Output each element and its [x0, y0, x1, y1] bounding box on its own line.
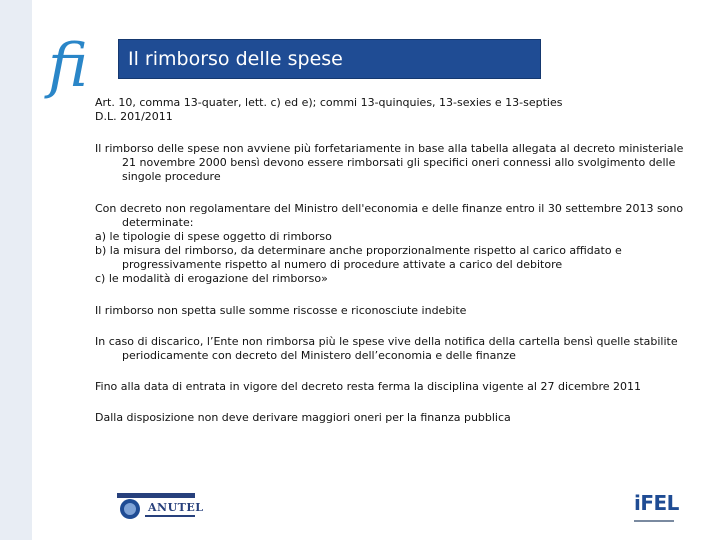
title-bar — [118, 39, 541, 79]
paragraph-no-charges: Dalla disposizione non deve derivare maggiori oneri per la finanza pubblica — [95, 411, 511, 424]
paragraph-reference-decree: D.L. 201/2011 — [95, 110, 173, 123]
paragraph-reimbursement-change: Il rimborso delle spese non avviene più forfetariamente in base alla tabella allegata al decreto ministeriale 21 novembre 2000 bensì devono essere rimborsati gli specifici oneri connessi allo svolgimento delle singole procedure — [95, 142, 684, 183]
list-item-b: b) la misura del rimborso, da determinare anche proporzionalmente rispetto al carico affidato e progressivamente rispetto al numero di procedure attivate a carico del debitore — [95, 244, 622, 271]
fi-logo-icon — [44, 28, 100, 100]
anutel-logo-text: ANUTEL — [148, 501, 204, 514]
slide-body — [95, 96, 685, 425]
list-item-a: a) le tipologie di spese oggetto di rimborso — [95, 230, 332, 243]
paragraph-reference-article: Art. 10, comma 13-quater, lett. c) ed e); commi 13-quinquies, 13-sexies e 13-septies — [95, 96, 563, 109]
paragraph-transition: Fino alla data di entrata in vigore del decreto resta ferma la disciplina vigente al 27 dicembre 2011 — [95, 380, 642, 393]
anutel-logo-icon — [117, 493, 204, 521]
ifel-logo-subline — [634, 517, 678, 527]
ifel-logo-text: iFEL — [634, 491, 679, 515]
paragraph-not-due: Il rimborso non spetta sulle somme riscosse e riconosciute indebite — [95, 304, 467, 317]
paragraph-decree-intro: Con decreto non regolamentare del Ministro dell'economia e delle finanze entro il 30 settembre 2013 sono determinate: — [95, 202, 684, 229]
paragraph-discharge: In caso di discarico, l’Ente non rimborsa più le spese vive della notifica della cartella bensì quelle stabilite periodicamente con decreto del Ministero dell’economia e delle finanze — [95, 335, 678, 362]
ifel-logo-icon — [634, 491, 678, 527]
fi-logo-text: fi — [48, 31, 89, 100]
left-decorative-strip — [0, 0, 32, 540]
page-title: Il rimborso delle spese — [128, 48, 343, 70]
list-item-c: c) le modalità di erogazione del rimborso» — [95, 272, 328, 285]
